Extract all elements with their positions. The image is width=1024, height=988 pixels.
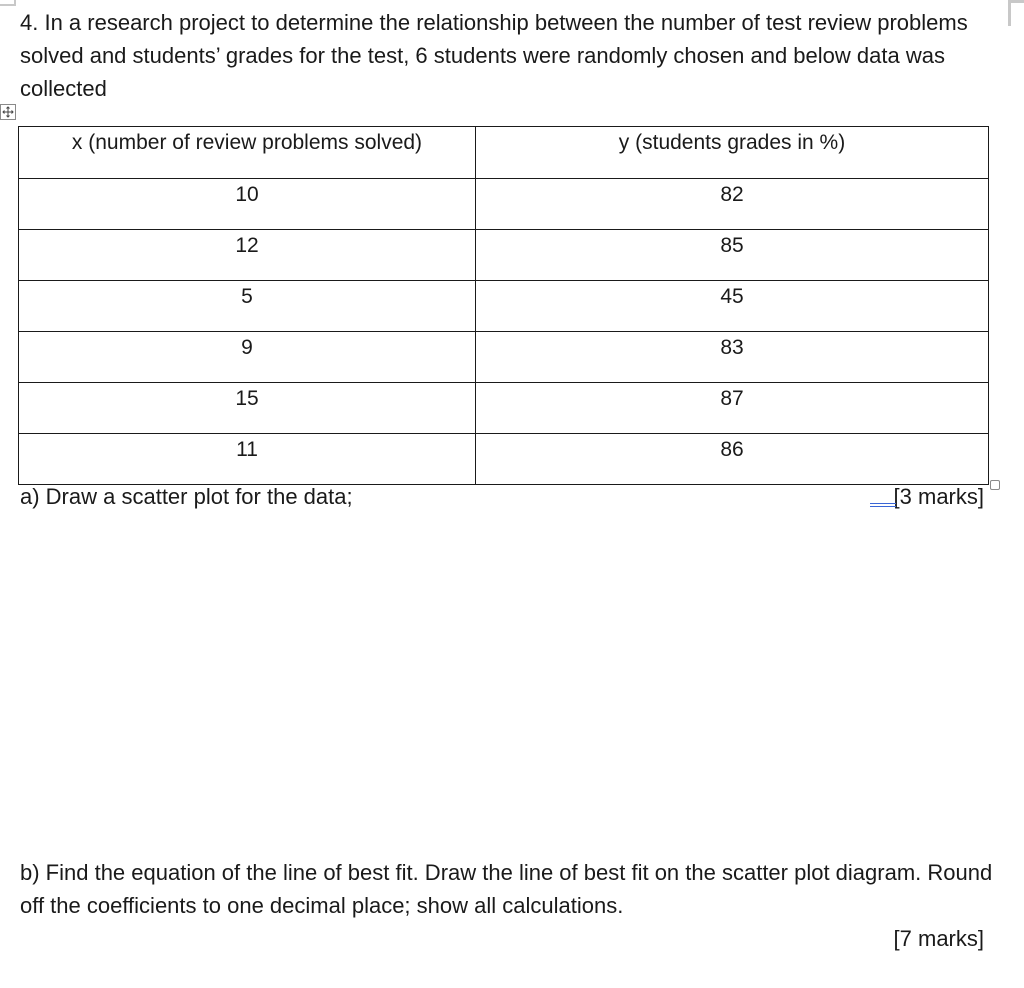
table-row	[19, 434, 989, 485]
cell-y: 82	[476, 179, 989, 230]
cell-y: 83	[476, 332, 989, 383]
cell-y: 87	[476, 383, 989, 434]
part-a-text: a) Draw a scatter plot for the data;	[20, 484, 353, 509]
cell-x: 10	[19, 179, 476, 230]
part-b-text: b) Find the equation of the line of best fit. Draw the line of best fit on the scatter plot diagram. Round off the coefficients to one decimal place; show all calculations.	[20, 860, 993, 918]
question-text: 4. In a research project to determine the relationship between the number of test review problems solved and students’ grades for the test, 6 students were randomly chosen and below data was collected	[20, 10, 968, 101]
cell-x: 15	[19, 383, 476, 434]
part-a-marks-label: [3 marks]	[893, 484, 984, 509]
cell-x: 9	[19, 332, 476, 383]
part-b-marks: [7 marks]	[893, 926, 984, 951]
header-y: y (students grades in %)	[476, 127, 989, 179]
cell-y: 85	[476, 230, 989, 281]
cell-y: 45	[476, 281, 989, 332]
table-header-row	[19, 127, 989, 179]
table-row	[19, 383, 989, 434]
cell-x: 12	[19, 230, 476, 281]
header-x: x (number of review problems solved)	[19, 127, 476, 179]
table-row	[19, 179, 989, 230]
table-row	[19, 281, 989, 332]
cell-x: 5	[19, 281, 476, 332]
table-move-handle-icon[interactable]	[0, 104, 16, 120]
data-table	[18, 126, 989, 485]
cell-x: 11	[19, 434, 476, 485]
table-row	[19, 332, 989, 383]
part-a-marks	[894, 480, 984, 513]
table-row	[19, 230, 989, 281]
page-corner-top-left	[0, 0, 16, 6]
field-code-icon	[870, 503, 896, 507]
end-of-cell-marker-icon	[990, 480, 1000, 490]
cell-y: 86	[476, 434, 989, 485]
page-corner-top-right	[1008, 0, 1024, 26]
